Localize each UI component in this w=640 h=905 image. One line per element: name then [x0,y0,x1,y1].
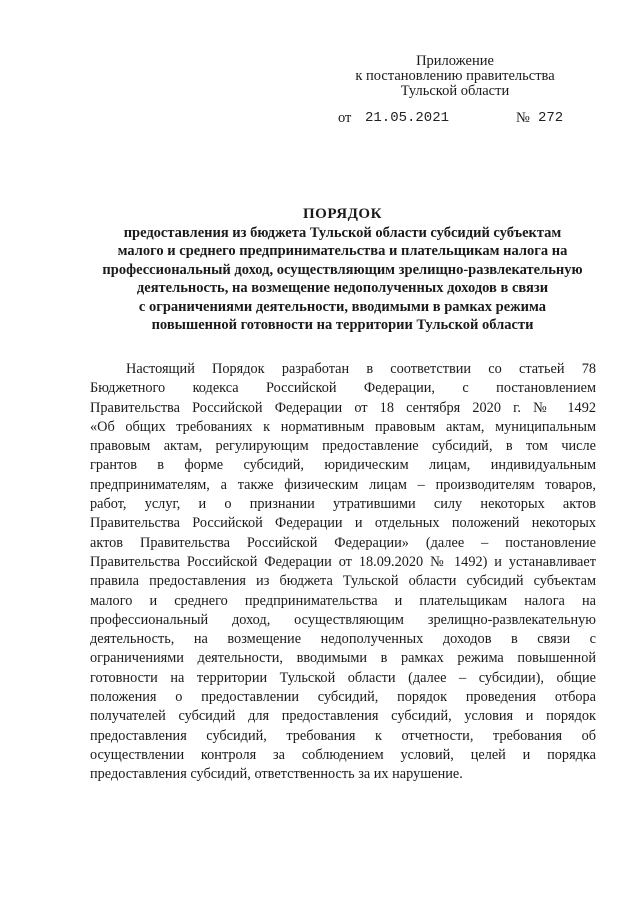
appendix-header [330,54,580,99]
paragraph-line: актов Правительства Российской Федерации» (далее – постановление [90,534,596,551]
paragraph-line: ограничениями деятельности, вводимыми в рамках режима повышенной [90,650,596,667]
number-sign: № [516,110,530,126]
paragraph-line: Правительства Российской Федерации от 18.09.2020 № 1492) и устанавливает [90,553,596,570]
appendix-line-2: к постановлению правительства [355,68,555,84]
paragraph-line: осуществлении контроля за соблюдением условий, целей и порядка [90,746,596,763]
paragraph-line: Правительства Российской Федерации и отдельных положений некоторых [90,515,596,532]
paragraph-line: «Об общих требованиях к нормативным правовым актам, муниципальным [90,418,596,435]
paragraph-line: правовым актам, регулирующим предоставление субсидий, в том числе [90,438,596,455]
paragraph-line: профессиональный доход, осуществляющим зрелищно-развлекательную [90,611,596,628]
paragraph-line: предоставления субсидий, требования к отчетности, требования об [90,727,596,744]
paragraph-line: Настоящий Порядок разработан в соответствии со статьей 78 [126,361,596,377]
paragraph-line: готовности на территории Тульской области (далее – субсидии), общие [90,669,596,686]
title-line: деятельность, на возмещение недополученных доходов в связи [136,280,549,296]
title-line: предоставления из бюджета Тульской области субсидий субъектам [123,224,562,241]
paragraph-line: малого и среднего предпринимательства и плательщикам налога на [90,592,596,609]
document-title [90,205,595,335]
date-prefix: от [338,110,352,126]
title-heading: ПОРЯДОК [303,206,382,222]
appendix-line-3: Тульской области [400,83,510,99]
paragraph-line: предпринимателям, а также физическим лицам – производителям товаров, [90,476,596,493]
body-paragraph [90,360,596,785]
paragraph-line: предоставления субсидий, ответственность за их нарушение. [90,766,463,783]
paragraph-line: Бюджетного кодекса Российской Федерации, с постановлением [90,380,596,397]
appendix-line-1: Приложение [416,53,494,69]
title-line: с ограничениями деятельности, вводимыми в рамках режима [138,298,547,315]
paragraph-line: Правительства Российской Федерации от 18 сентября 2020 г. № 1492 [90,399,596,416]
paragraph-line: положения о предоставлении субсидий, порядок проведения отбора [90,689,596,706]
paragraph-line: грантов в форме субсидий, юридическим лицам, индивидуальным [90,457,596,474]
paragraph-line: работ, услуг, и о признании утратившими силу некоторых актов [90,496,596,513]
decree-date: 21.05.2021 [365,110,450,126]
paragraph-line: получателей субсидий для предоставления субсидий, условия и порядок [90,708,596,725]
title-line: повышенной готовности на территории Тульской области [151,317,534,333]
paragraph-line: деятельность, на возмещение недополученных доходов в связи с [90,631,596,648]
decree-date-number [338,110,568,130]
title-line: профессиональный доход, осуществляющим зрелищно-развлекательную [102,261,583,278]
decree-number: 272 [538,110,564,126]
title-line: малого и среднего предпринимательства и плательщикам налога на [117,243,568,259]
paragraph-line: правила предоставления из бюджета Тульской области субсидий субъектам [90,573,596,590]
